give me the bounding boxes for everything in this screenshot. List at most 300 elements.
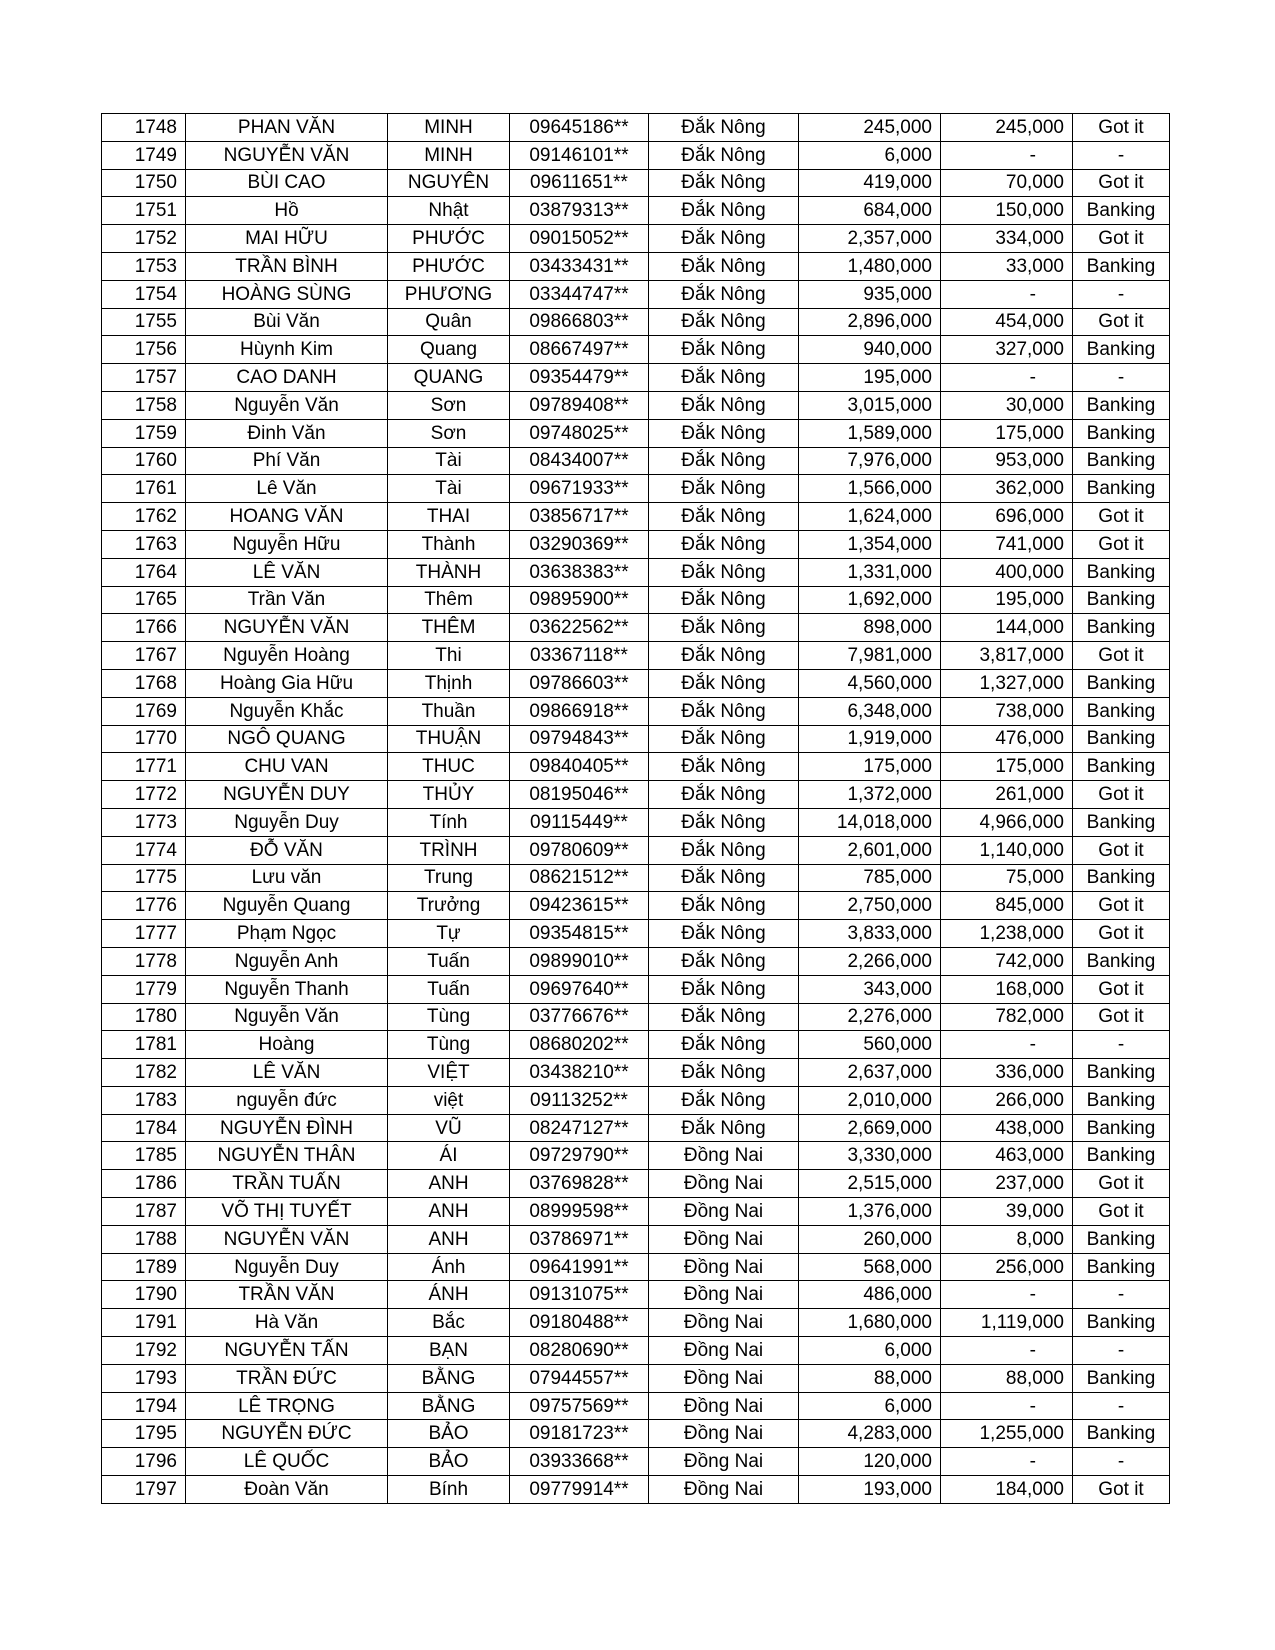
paid-amount-cell: 3,817,000 <box>941 642 1073 670</box>
phone-number-cell: 03638383** <box>510 558 649 586</box>
first-name-cell: Thêm <box>388 586 510 614</box>
payment-status-cell: Banking <box>1073 419 1170 447</box>
last-name-cell: HOANG VĂN <box>186 503 388 531</box>
paid-amount-cell: 741,000 <box>941 530 1073 558</box>
row-number-cell: 1787 <box>102 1198 186 1226</box>
table-row <box>102 781 1170 809</box>
row-number-cell: 1766 <box>102 614 186 642</box>
payment-status-cell: Banking <box>1073 336 1170 364</box>
payment-status-cell: Banking <box>1073 1086 1170 1114</box>
last-name-cell: TRẦN TUẤN <box>186 1170 388 1198</box>
payment-status-cell: Banking <box>1073 558 1170 586</box>
paid-amount-cell: 245,000 <box>941 114 1073 142</box>
row-number-cell: 1758 <box>102 391 186 419</box>
row-number-cell: 1789 <box>102 1253 186 1281</box>
paid-amount-cell: 438,000 <box>941 1114 1073 1142</box>
paid-amount-cell: 696,000 <box>941 503 1073 531</box>
last-name-cell: Hồ <box>186 197 388 225</box>
total-amount-cell: 1,372,000 <box>799 781 941 809</box>
phone-number-cell: 03879313** <box>510 197 649 225</box>
province-cell: Đồng Nai <box>649 1225 799 1253</box>
last-name-cell: Nguyễn Văn <box>186 391 388 419</box>
payment-status-cell: Banking <box>1073 1142 1170 1170</box>
phone-number-cell: 07944557** <box>510 1364 649 1392</box>
last-name-cell: Nguyễn Hữu <box>186 530 388 558</box>
table-row <box>102 808 1170 836</box>
last-name-cell: Nguyễn Hoàng <box>186 642 388 670</box>
first-name-cell: Thuần <box>388 697 510 725</box>
phone-number-cell: 09729790** <box>510 1142 649 1170</box>
row-number-cell: 1779 <box>102 975 186 1003</box>
phone-number-cell: 09645186** <box>510 114 649 142</box>
province-cell: Đắk Nông <box>649 808 799 836</box>
last-name-cell: TRẦN ĐỨC <box>186 1364 388 1392</box>
first-name-cell: Bính <box>388 1476 510 1504</box>
total-amount-cell: 935,000 <box>799 280 941 308</box>
row-number-cell: 1785 <box>102 1142 186 1170</box>
first-name-cell: Sơn <box>388 419 510 447</box>
paid-amount-cell: 336,000 <box>941 1059 1073 1087</box>
total-amount-cell: 1,331,000 <box>799 558 941 586</box>
table-row <box>102 1225 1170 1253</box>
payment-status-cell: - <box>1073 1031 1170 1059</box>
paid-amount-cell: - <box>941 1031 1073 1059</box>
table-row <box>102 1031 1170 1059</box>
first-name-cell: PHƯỚC <box>388 225 510 253</box>
table-row <box>102 697 1170 725</box>
total-amount-cell: 1,354,000 <box>799 530 941 558</box>
last-name-cell: NGUYỄN ĐÌNH <box>186 1114 388 1142</box>
row-number-cell: 1764 <box>102 558 186 586</box>
table-row <box>102 1170 1170 1198</box>
phone-number-cell: 09786603** <box>510 669 649 697</box>
phone-number-cell: 03622562** <box>510 614 649 642</box>
payment-status-cell: Got it <box>1073 836 1170 864</box>
province-cell: Đồng Nai <box>649 1337 799 1365</box>
province-cell: Đắk Nông <box>649 1003 799 1031</box>
province-cell: Đồng Nai <box>649 1392 799 1420</box>
payment-status-cell: Got it <box>1073 503 1170 531</box>
first-name-cell: THÊM <box>388 614 510 642</box>
first-name-cell: MINH <box>388 114 510 142</box>
total-amount-cell: 120,000 <box>799 1448 941 1476</box>
table-row <box>102 1476 1170 1504</box>
phone-number-cell: 09180488** <box>510 1309 649 1337</box>
total-amount-cell: 1,376,000 <box>799 1198 941 1226</box>
phone-number-cell: 09146101** <box>510 141 649 169</box>
province-cell: Đồng Nai <box>649 1364 799 1392</box>
table-row <box>102 280 1170 308</box>
payment-status-cell: Banking <box>1073 447 1170 475</box>
first-name-cell: Trung <box>388 864 510 892</box>
phone-number-cell: 03856717** <box>510 503 649 531</box>
last-name-cell: LÊ TRỌNG <box>186 1392 388 1420</box>
phone-number-cell: 08247127** <box>510 1114 649 1142</box>
last-name-cell: ĐỖ VĂN <box>186 836 388 864</box>
last-name-cell: Nguyễn Anh <box>186 947 388 975</box>
payment-status-cell: Got it <box>1073 975 1170 1003</box>
row-number-cell: 1751 <box>102 197 186 225</box>
first-name-cell: Nhật <box>388 197 510 225</box>
total-amount-cell: 560,000 <box>799 1031 941 1059</box>
total-amount-cell: 2,896,000 <box>799 308 941 336</box>
payment-status-cell: Banking <box>1073 614 1170 642</box>
first-name-cell: Trưởng <box>388 892 510 920</box>
phone-number-cell: 08621512** <box>510 864 649 892</box>
paid-amount-cell: 400,000 <box>941 558 1073 586</box>
total-amount-cell: 7,981,000 <box>799 642 941 670</box>
total-amount-cell: 1,624,000 <box>799 503 941 531</box>
table-row <box>102 1003 1170 1031</box>
province-cell: Đắk Nông <box>649 169 799 197</box>
phone-number-cell: 09113252** <box>510 1086 649 1114</box>
total-amount-cell: 2,637,000 <box>799 1059 941 1087</box>
province-cell: Đắk Nông <box>649 697 799 725</box>
table-row <box>102 1337 1170 1365</box>
table-row <box>102 419 1170 447</box>
first-name-cell: PHƯỚC <box>388 252 510 280</box>
last-name-cell: Nguyễn Thanh <box>186 975 388 1003</box>
first-name-cell: việt <box>388 1086 510 1114</box>
province-cell: Đắk Nông <box>649 475 799 503</box>
row-number-cell: 1765 <box>102 586 186 614</box>
phone-number-cell: 09423615** <box>510 892 649 920</box>
paid-amount-cell: 256,000 <box>941 1253 1073 1281</box>
phone-number-cell: 09131075** <box>510 1281 649 1309</box>
payment-status-cell: Got it <box>1073 169 1170 197</box>
row-number-cell: 1780 <box>102 1003 186 1031</box>
province-cell: Đắk Nông <box>649 503 799 531</box>
paid-amount-cell: - <box>941 280 1073 308</box>
last-name-cell: VÕ THỊ TUYẾT <box>186 1198 388 1226</box>
row-number-cell: 1786 <box>102 1170 186 1198</box>
table-row <box>102 530 1170 558</box>
last-name-cell: LÊ VĂN <box>186 1059 388 1087</box>
first-name-cell: THÀNH <box>388 558 510 586</box>
province-cell: Đắk Nông <box>649 920 799 948</box>
paid-amount-cell: 454,000 <box>941 308 1073 336</box>
first-name-cell: BẠN <box>388 1337 510 1365</box>
last-name-cell: NGUYỄN DUY <box>186 781 388 809</box>
row-number-cell: 1791 <box>102 1309 186 1337</box>
province-cell: Đắk Nông <box>649 975 799 1003</box>
last-name-cell: TRẦN VĂN <box>186 1281 388 1309</box>
payment-status-cell: - <box>1073 1448 1170 1476</box>
first-name-cell: Thành <box>388 530 510 558</box>
last-name-cell: CHU VAN <box>186 753 388 781</box>
table-row <box>102 1086 1170 1114</box>
phone-number-cell: 08667497** <box>510 336 649 364</box>
province-cell: Đắk Nông <box>649 419 799 447</box>
row-number-cell: 1750 <box>102 169 186 197</box>
province-cell: Đắk Nông <box>649 947 799 975</box>
last-name-cell: Hà Văn <box>186 1309 388 1337</box>
total-amount-cell: 2,750,000 <box>799 892 941 920</box>
first-name-cell: Tùng <box>388 1031 510 1059</box>
table-row <box>102 197 1170 225</box>
table-row <box>102 141 1170 169</box>
first-name-cell: Tính <box>388 808 510 836</box>
total-amount-cell: 3,833,000 <box>799 920 941 948</box>
phone-number-cell: 09866803** <box>510 308 649 336</box>
phone-number-cell: 09757569** <box>510 1392 649 1420</box>
payment-status-cell: Banking <box>1073 391 1170 419</box>
row-number-cell: 1783 <box>102 1086 186 1114</box>
phone-number-cell: 08999598** <box>510 1198 649 1226</box>
payment-status-cell: Got it <box>1073 1003 1170 1031</box>
row-number-cell: 1788 <box>102 1225 186 1253</box>
payment-status-cell: Banking <box>1073 808 1170 836</box>
last-name-cell: NGÔ QUANG <box>186 725 388 753</box>
last-name-cell: Hoàng Gia Hữu <box>186 669 388 697</box>
payment-status-cell: - <box>1073 141 1170 169</box>
row-number-cell: 1781 <box>102 1031 186 1059</box>
payment-status-cell: Banking <box>1073 1364 1170 1392</box>
row-number-cell: 1770 <box>102 725 186 753</box>
province-cell: Đắk Nông <box>649 364 799 392</box>
phone-number-cell: 03776676** <box>510 1003 649 1031</box>
table-row <box>102 308 1170 336</box>
phone-number-cell: 03433431** <box>510 252 649 280</box>
table-row <box>102 391 1170 419</box>
payment-status-cell: Got it <box>1073 530 1170 558</box>
first-name-cell: Tài <box>388 447 510 475</box>
first-name-cell: Thịnh <box>388 669 510 697</box>
row-number-cell: 1794 <box>102 1392 186 1420</box>
first-name-cell: THỦY <box>388 781 510 809</box>
payment-status-cell: Banking <box>1073 1225 1170 1253</box>
first-name-cell: ÁI <box>388 1142 510 1170</box>
row-number-cell: 1796 <box>102 1448 186 1476</box>
table-row <box>102 920 1170 948</box>
paid-amount-cell: 144,000 <box>941 614 1073 642</box>
payment-status-cell: Banking <box>1073 1309 1170 1337</box>
paid-amount-cell: 327,000 <box>941 336 1073 364</box>
row-number-cell: 1790 <box>102 1281 186 1309</box>
last-name-cell: CAO DANH <box>186 364 388 392</box>
table-row <box>102 1364 1170 1392</box>
total-amount-cell: 193,000 <box>799 1476 941 1504</box>
province-cell: Đắk Nông <box>649 781 799 809</box>
total-amount-cell: 1,692,000 <box>799 586 941 614</box>
total-amount-cell: 2,266,000 <box>799 947 941 975</box>
table-row <box>102 252 1170 280</box>
phone-number-cell: 09697640** <box>510 975 649 1003</box>
province-cell: Đắk Nông <box>649 1086 799 1114</box>
row-number-cell: 1762 <box>102 503 186 531</box>
payment-status-cell: Banking <box>1073 947 1170 975</box>
row-number-cell: 1748 <box>102 114 186 142</box>
table-row <box>102 1420 1170 1448</box>
table-row <box>102 114 1170 142</box>
first-name-cell: Tài <box>388 475 510 503</box>
payment-status-cell: Banking <box>1073 197 1170 225</box>
total-amount-cell: 175,000 <box>799 753 941 781</box>
total-amount-cell: 195,000 <box>799 364 941 392</box>
phone-number-cell: 09115449** <box>510 808 649 836</box>
phone-number-cell: 09354815** <box>510 920 649 948</box>
total-amount-cell: 1,680,000 <box>799 1309 941 1337</box>
table-row <box>102 1281 1170 1309</box>
paid-amount-cell: 261,000 <box>941 781 1073 809</box>
province-cell: Đồng Nai <box>649 1476 799 1504</box>
first-name-cell: QUANG <box>388 364 510 392</box>
paid-amount-cell: 150,000 <box>941 197 1073 225</box>
row-number-cell: 1763 <box>102 530 186 558</box>
total-amount-cell: 3,330,000 <box>799 1142 941 1170</box>
row-number-cell: 1755 <box>102 308 186 336</box>
first-name-cell: VŨ <box>388 1114 510 1142</box>
paid-amount-cell: 30,000 <box>941 391 1073 419</box>
phone-number-cell: 09671933** <box>510 475 649 503</box>
first-name-cell: Thi <box>388 642 510 670</box>
phone-number-cell: 03344747** <box>510 280 649 308</box>
last-name-cell: BÙI CAO <box>186 169 388 197</box>
payment-status-cell: Got it <box>1073 1198 1170 1226</box>
paid-amount-cell: 1,119,000 <box>941 1309 1073 1337</box>
total-amount-cell: 486,000 <box>799 1281 941 1309</box>
table-row <box>102 364 1170 392</box>
paid-amount-cell: 237,000 <box>941 1170 1073 1198</box>
province-cell: Đắk Nông <box>649 252 799 280</box>
table-row <box>102 975 1170 1003</box>
table-row <box>102 892 1170 920</box>
last-name-cell: Đoàn Văn <box>186 1476 388 1504</box>
province-cell: Đắk Nông <box>649 725 799 753</box>
table-row <box>102 503 1170 531</box>
row-number-cell: 1752 <box>102 225 186 253</box>
table-row <box>102 1309 1170 1337</box>
phone-number-cell: 03290369** <box>510 530 649 558</box>
paid-amount-cell: 1,140,000 <box>941 836 1073 864</box>
last-name-cell: PHAN VĂN <box>186 114 388 142</box>
payment-status-cell: - <box>1073 1392 1170 1420</box>
first-name-cell: ANH <box>388 1225 510 1253</box>
total-amount-cell: 343,000 <box>799 975 941 1003</box>
total-amount-cell: 260,000 <box>799 1225 941 1253</box>
paid-amount-cell: - <box>941 364 1073 392</box>
phone-number-cell: 03438210** <box>510 1059 649 1087</box>
payment-table <box>101 113 1170 1504</box>
payment-status-cell: Banking <box>1073 725 1170 753</box>
table-row <box>102 586 1170 614</box>
paid-amount-cell: 8,000 <box>941 1225 1073 1253</box>
table-row <box>102 1198 1170 1226</box>
first-name-cell: NGUYÊN <box>388 169 510 197</box>
payment-status-cell: Banking <box>1073 669 1170 697</box>
payment-status-cell: Got it <box>1073 1476 1170 1504</box>
phone-number-cell: 09748025** <box>510 419 649 447</box>
phone-number-cell: 09899010** <box>510 947 649 975</box>
row-number-cell: 1773 <box>102 808 186 836</box>
province-cell: Đắk Nông <box>649 836 799 864</box>
row-number-cell: 1771 <box>102 753 186 781</box>
phone-number-cell: 09181723** <box>510 1420 649 1448</box>
paid-amount-cell: 476,000 <box>941 725 1073 753</box>
paid-amount-cell: 362,000 <box>941 475 1073 503</box>
last-name-cell: Nguyễn Duy <box>186 808 388 836</box>
row-number-cell: 1775 <box>102 864 186 892</box>
first-name-cell: BẰNG <box>388 1392 510 1420</box>
row-number-cell: 1772 <box>102 781 186 809</box>
phone-number-cell: 03786971** <box>510 1225 649 1253</box>
last-name-cell: Phạm Ngọc <box>186 920 388 948</box>
phone-number-cell: 09641991** <box>510 1253 649 1281</box>
last-name-cell: TRẦN BÌNH <box>186 252 388 280</box>
province-cell: Đắk Nông <box>649 114 799 142</box>
province-cell: Đắk Nông <box>649 280 799 308</box>
phone-number-cell: 03933668** <box>510 1448 649 1476</box>
total-amount-cell: 419,000 <box>799 169 941 197</box>
row-number-cell: 1782 <box>102 1059 186 1087</box>
phone-number-cell: 03367118** <box>510 642 649 670</box>
province-cell: Đồng Nai <box>649 1309 799 1337</box>
province-cell: Đắk Nông <box>649 308 799 336</box>
total-amount-cell: 2,010,000 <box>799 1086 941 1114</box>
total-amount-cell: 1,566,000 <box>799 475 941 503</box>
table-row <box>102 1142 1170 1170</box>
paid-amount-cell: 75,000 <box>941 864 1073 892</box>
first-name-cell: Quang <box>388 336 510 364</box>
paid-amount-cell: 742,000 <box>941 947 1073 975</box>
first-name-cell: TRÌNH <box>388 836 510 864</box>
paid-amount-cell: 175,000 <box>941 419 1073 447</box>
paid-amount-cell: 175,000 <box>941 753 1073 781</box>
total-amount-cell: 2,601,000 <box>799 836 941 864</box>
table-row <box>102 1114 1170 1142</box>
phone-number-cell: 08280690** <box>510 1337 649 1365</box>
first-name-cell: Ánh <box>388 1253 510 1281</box>
row-number-cell: 1774 <box>102 836 186 864</box>
total-amount-cell: 3,015,000 <box>799 391 941 419</box>
row-number-cell: 1768 <box>102 669 186 697</box>
row-number-cell: 1759 <box>102 419 186 447</box>
phone-number-cell: 09015052** <box>510 225 649 253</box>
province-cell: Đồng Nai <box>649 1420 799 1448</box>
paid-amount-cell: 266,000 <box>941 1086 1073 1114</box>
total-amount-cell: 898,000 <box>799 614 941 642</box>
province-cell: Đắk Nông <box>649 1059 799 1087</box>
total-amount-cell: 1,589,000 <box>799 419 941 447</box>
last-name-cell: Nguyễn Văn <box>186 1003 388 1031</box>
table-row <box>102 669 1170 697</box>
total-amount-cell: 4,283,000 <box>799 1420 941 1448</box>
province-cell: Đồng Nai <box>649 1253 799 1281</box>
first-name-cell: THUẬN <box>388 725 510 753</box>
first-name-cell: THAI <box>388 503 510 531</box>
paid-amount-cell: 463,000 <box>941 1142 1073 1170</box>
row-number-cell: 1767 <box>102 642 186 670</box>
last-name-cell: Đinh Văn <box>186 419 388 447</box>
payment-status-cell: Banking <box>1073 753 1170 781</box>
phone-number-cell: 03769828** <box>510 1170 649 1198</box>
total-amount-cell: 1,480,000 <box>799 252 941 280</box>
total-amount-cell: 684,000 <box>799 197 941 225</box>
phone-number-cell: 09780609** <box>510 836 649 864</box>
first-name-cell: VIỆT <box>388 1059 510 1087</box>
payment-status-cell: Banking <box>1073 252 1170 280</box>
phone-number-cell: 09895900** <box>510 586 649 614</box>
phone-number-cell: 08434007** <box>510 447 649 475</box>
table-row <box>102 753 1170 781</box>
total-amount-cell: 6,000 <box>799 1337 941 1365</box>
first-name-cell: BẢO <box>388 1420 510 1448</box>
payment-status-cell: Banking <box>1073 1059 1170 1087</box>
payment-status-cell: Banking <box>1073 1253 1170 1281</box>
phone-number-cell: 09789408** <box>510 391 649 419</box>
paid-amount-cell: 1,327,000 <box>941 669 1073 697</box>
first-name-cell: ÁNH <box>388 1281 510 1309</box>
